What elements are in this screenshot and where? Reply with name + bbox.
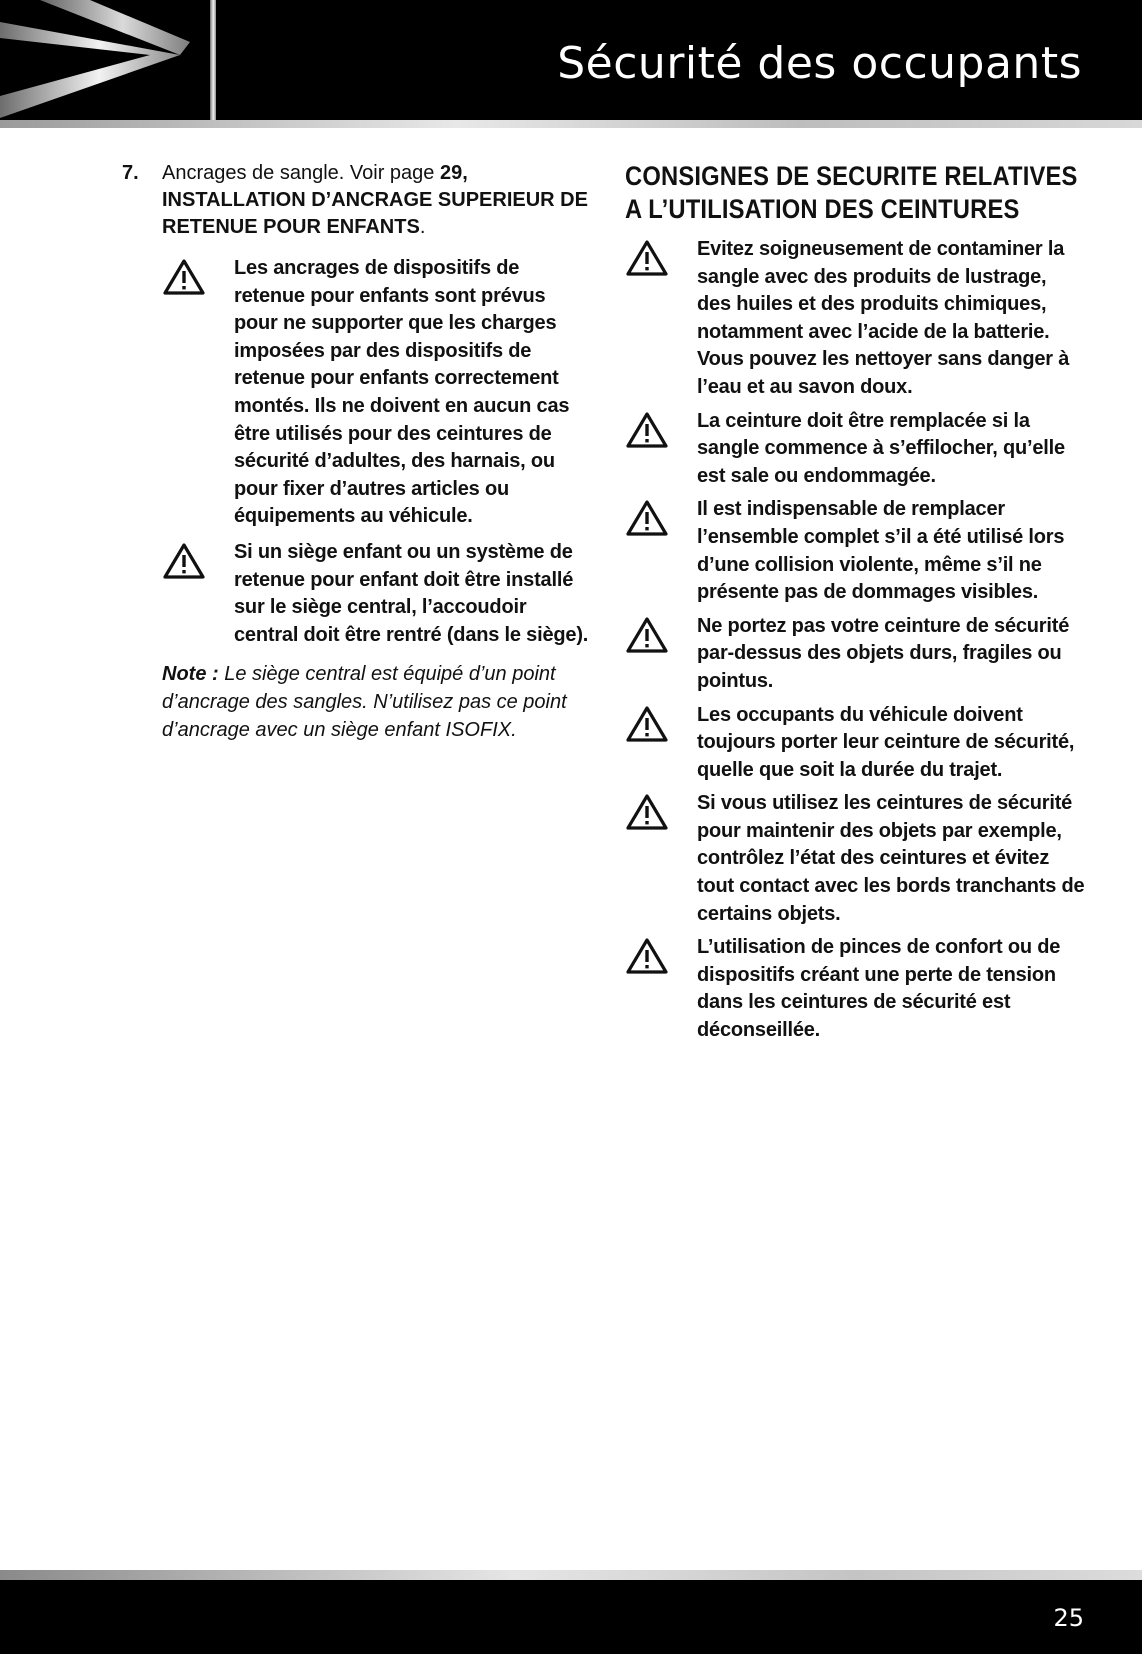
warning-block [162,539,590,649]
warning-block [625,496,1085,606]
warning-triangle-icon [162,541,206,581]
page-number: 25 [1053,1604,1084,1632]
warning-triangle-icon [625,498,669,538]
warning-block [162,255,590,531]
list-item-7 [120,160,590,241]
section-heading: CONSIGNES DE SECURITE RELATIVES A L’UTILISATION DES CEINTURES [625,161,1078,224]
warning-text: Si vous utilisez les ceintures de sécurité pour maintenir des objets par exemple, contrôlez l’état des ceintures et évitez tout contact avec les bords tranchants de certains objets. [697,792,1085,925]
header-divider [0,120,1142,128]
footer-divider [0,1570,1142,1580]
warning-block [625,934,1085,1044]
warning-block [625,613,1085,696]
right-column [625,160,1085,1045]
note-text: Le siège central est équipé d’un point d’ancrage des sangles. N’utilisez pas ce point d’ancrage avec un siège enfant ISOFIX. [162,663,567,741]
item7-trailing: . [419,216,426,238]
warning-triangle-icon [625,792,669,832]
warning-triangle-icon [162,257,206,297]
warning-triangle-icon [625,238,669,278]
item7-intro: Ancrages de sangle. Voir page [162,162,440,184]
item7-page-ref: 29, [439,162,468,184]
warning-block [625,702,1085,785]
chevron-arrow-icon [0,0,230,120]
warning-block [625,790,1085,928]
note [162,661,590,744]
warning-text: La ceinture doit être remplacée si la sangle commence à s’effilocher, qu’elle est sale ou endommagée. [697,409,1065,487]
page-footer [0,1580,1142,1654]
warning-text: Ne portez pas votre ceinture de sécurité par-dessus des objets durs, fragiles ou pointus. [697,614,1070,692]
warning-triangle-icon [625,704,669,744]
warning-text: Les occupants du véhicule doivent toujours porter leur ceinture de sécurité, quelle que soit la durée du trajet. [697,703,1075,781]
warning-text: Evitez soigneusement de contaminer la sangle avec des produits de lustrage, des huiles et des produits chimiques, notamment avec l’acide de la batterie. Vous pouvez les nettoyer sans danger à l’eau et au savon doux. [697,238,1070,398]
warning-text: Si un siège enfant ou un système de retenue pour enfant doit être installé sur le siège central, l’accoudoir central doit être rentré (dans le siège). [234,540,589,646]
warning-triangle-icon [625,410,669,450]
warning-block [625,236,1085,402]
left-column [120,160,590,744]
warning-text: L’utilisation de pinces de confort ou de dispositifs créant une perte de tension dans les ceintures de sécurité est déconseillée. [697,936,1061,1042]
item7-section-link[interactable]: INSTALLATION D’ANCRAGE SUPERIEUR DE RETENUE POUR ENFANTS [162,189,588,238]
warning-triangle-icon [625,936,669,976]
page-header [0,0,1142,120]
warning-block [625,408,1085,491]
list-item-number: 7. [122,162,139,184]
page-title: Sécurité des occupants [557,38,1082,89]
warning-triangle-icon [625,615,669,655]
warning-text: Les ancrages de dispositifs de retenue pour enfants sont prévus pour ne supporter que les charges imposées par des dispositifs de retenue pour enfants correctement montés. Ils ne doivent en aucun cas être utilisés pour des ceintures de sécurité d’adultes, des harnais, ou pour fixer d’autres articles ou équipements au véhicule. [234,257,570,528]
warning-text: Il est indispensable de remplacer l’ensemble complet s’il a été utilisé lors d’une collision violente, même s’il ne présente pas de dommages visibles. [697,498,1065,604]
note-label: Note : [162,663,219,686]
